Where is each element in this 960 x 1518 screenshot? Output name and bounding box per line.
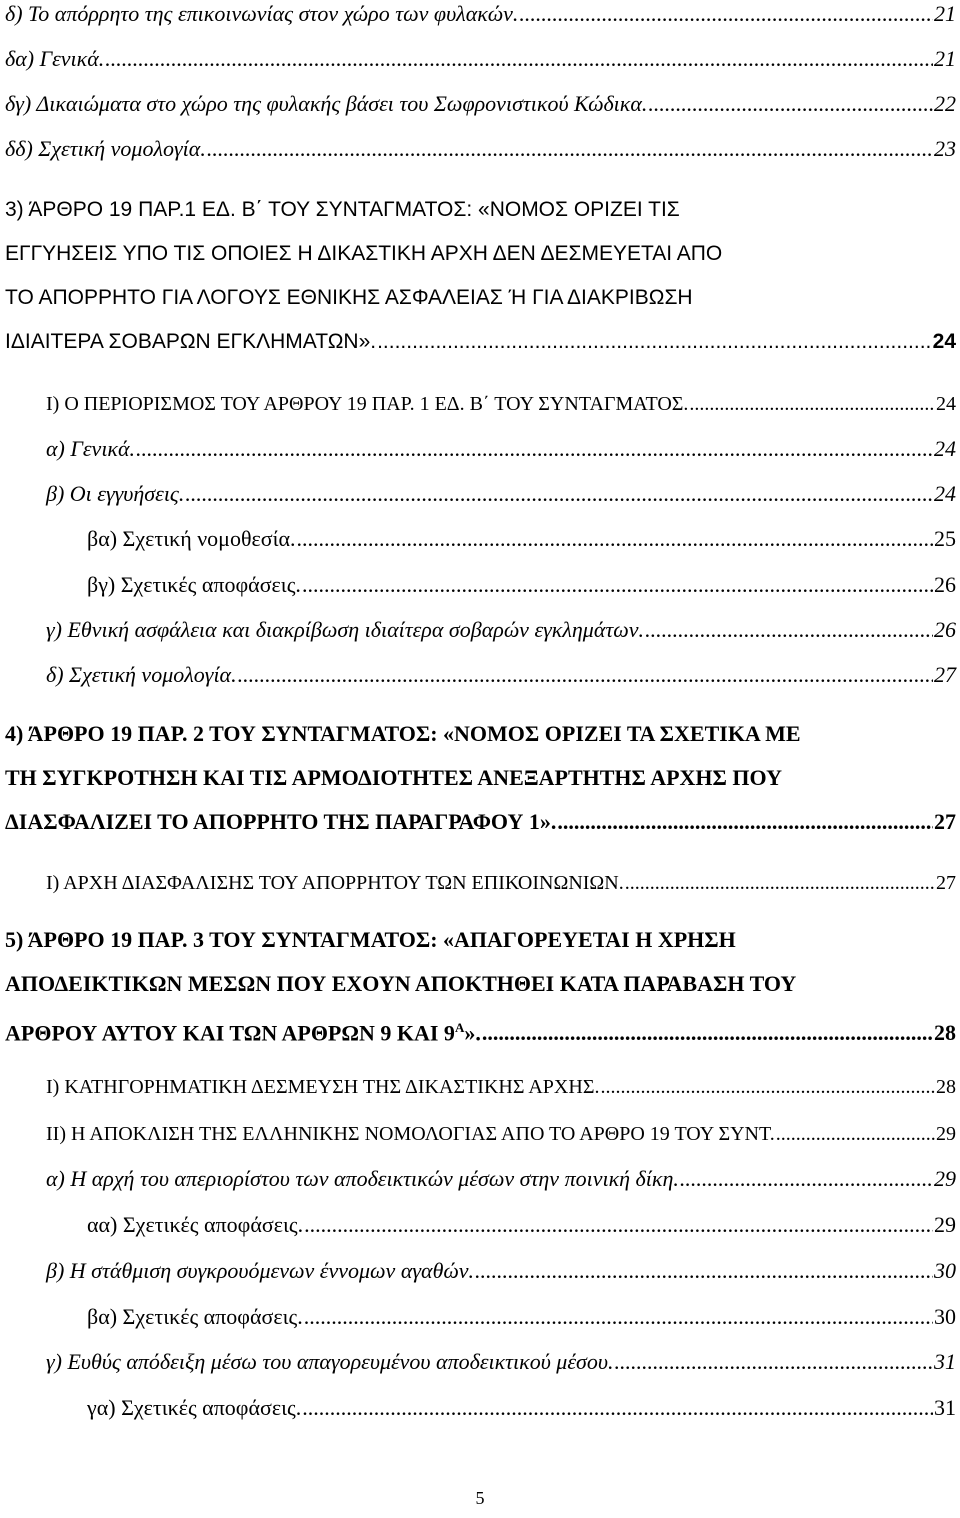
toc-entry-title-line: ΕΓΓΥΗΣΕΙΣ ΥΠΟ ΤΙΣ ΟΠΟΙΕΣ Η ΔΙΚΑΣΤΙΚΗ ΑΡΧΗ ΔΕΝ ΔΕΣΜΕΥΕΤΑΙ ΑΠΟ — [5, 242, 723, 265]
toc-entry-title-line: ΤΟ ΑΠΟΡΡΗΤΟ ΓΙΑ ΛΟΓΟΥΣ ΕΘΝΙΚΗΣ ΑΣΦΑΛΕΙΑΣ Ή ΓΙΑ ΔΙΑΚΡΙΒΩΣΗ — [5, 286, 693, 309]
toc-entry-title: Ι) ΚΑΤΗΓΟΡΗΜΑΤΙΚΗ ΔΕΣΜΕΥΣΗ ΤΗΣ ΔΙΚΑΣΤΙΚΗΣ ΑΡΧΗΣ. — [46, 1076, 600, 1098]
toc-entry-title: Ι) Ο ΠΕΡΙΟΡΙΣΜΟΣ ΤΟΥ ΑΡΘΡΟΥ 19 ΠΑΡ. 1 ΕΔ. Β΄ ΤΟΥ ΣΥΝΤΑΓΜΑΤΟΣ. — [46, 393, 689, 415]
toc-entry[interactable] — [46, 482, 956, 506]
dot-leader — [207, 137, 933, 161]
toc-entry-page: 30 — [934, 1258, 956, 1283]
toc-entry-title: αα) Σχετικές αποφάσεις. — [87, 1212, 304, 1237]
toc-entry-page: 21 — [934, 46, 956, 71]
toc-entry-title-line: 4) ΆΡΘΡΟ 19 ΠΑΡ. 2 ΤΟΥ ΣΥΝΤΑΓΜΑΤΟΣ: «ΝΟΜΟΣ ΟΡΙΖΕΙ ΤΑ ΣΧΕΤΙΚΑ ΜΕ — [5, 721, 801, 746]
toc-entry-title-line: 3) ΆΡΘΡΟ 19 ΠΑΡ.1 ΕΔ. Β΄ ΤΟΥ ΣΥΝΤΑΓΜΑΤΟΣ: «ΝΟΜΟΣ ΟΡΙΖΕΙ ΤΙΣ — [5, 198, 680, 221]
toc-entry-title: γ) Ευθύς απόδειξη μέσω του απαγορευμένου αποδεικτικού μέσου. — [46, 1349, 614, 1374]
dot-leader — [689, 392, 935, 416]
toc-entry-page: 24 — [932, 330, 956, 353]
toc-entry-title: α) Η αρχή του απεριορίστου των αποδεικτικών μέσων στην ποινική δίκη. — [46, 1166, 679, 1191]
dot-leader — [645, 618, 933, 642]
toc-entry-title: βα) Σχετική νομοθεσία. — [87, 526, 296, 551]
toc-entry[interactable] — [87, 527, 956, 551]
dot-leader — [105, 47, 933, 71]
dot-leader — [625, 871, 935, 895]
toc-entry-page: 27 — [934, 662, 956, 687]
toc-entry-title: Ι) ΑΡΧΗ ΔΙΑΣΦΑΛΙΣΗΣ ΤΟΥ ΑΠΟΡΡΗΤΟΥ ΤΩΝ ΕΠΙΚΟΙΝΩΝΙΩΝ. — [46, 872, 624, 894]
toc-entry-page: 25 — [934, 526, 956, 551]
toc-entry-section-4[interactable] — [5, 712, 956, 844]
toc-entry-page: 29 — [934, 1166, 956, 1191]
toc-entry-title: γα) Σχετικές αποφάσεις. — [87, 1395, 302, 1420]
toc-entry-title-line: ΔΙΑΣΦΑΛΙΖΕΙ ΤΟ ΑΠΟΡΡΗΤΟ ΤΗΣ ΠΑΡΑΓΡΑΦΟΥ 1». — [5, 809, 557, 834]
toc-entry[interactable] — [46, 1075, 956, 1099]
toc-entry-title-line: ΑΡΘΡΟΥ ΑΥΤΟΥ ΚΑΙ ΤΩΝ ΑΡΘΡΩΝ 9 ΚΑΙ $9^A$». — [5, 1020, 481, 1046]
dot-leader — [302, 573, 933, 597]
toc-entry-page: 31 — [934, 1349, 956, 1374]
toc-entry-title: δα) Γενικά. — [5, 46, 105, 71]
toc-entry-page: 31 — [934, 1395, 956, 1420]
toc-entry-title: β) Η στάθμιση συγκρουόμενων έννομων αγαθών. — [46, 1258, 475, 1283]
page-number: 5 — [475, 1488, 485, 1508]
toc-entry[interactable] — [5, 92, 956, 116]
dot-leader — [680, 1167, 933, 1191]
toc-entry-title: γ) Εθνική ασφάλεια και διακρίβωση ιδιαίτερα σοβαρών εγκλημάτων. — [46, 617, 645, 642]
dot-leader — [304, 1213, 933, 1237]
toc-entry[interactable] — [46, 392, 956, 416]
toc-entry-page: 22 — [934, 91, 956, 116]
toc-entry[interactable] — [87, 573, 956, 597]
dot-leader — [185, 482, 933, 506]
toc-entry-page: 29 — [936, 1123, 956, 1145]
dot-leader — [304, 1305, 933, 1329]
toc-entry-title-line: ΑΠΟΔΕΙΚΤΙΚΩΝ ΜΕΣΩΝ ΠΟΥ ΕΧΟΥΝ ΑΠΟΚΤΗΘΕΙ ΚΑΤΑ ΠΑΡΑΒΑΣΗ ΤΟΥ — [5, 971, 797, 996]
toc-entry-page: 24 — [934, 436, 956, 461]
toc-entry[interactable] — [46, 1350, 956, 1374]
dot-leader — [557, 800, 933, 844]
toc-entry[interactable] — [46, 871, 956, 895]
toc-entry-title: δγ) Δικαιώματα στο χώρο της φυλακής βάσει του Σωφρονιστικού Κώδικα. — [5, 91, 648, 116]
toc-entry[interactable] — [5, 2, 956, 26]
toc-entry-page: 24 — [934, 481, 956, 506]
toc-entry-page: 28 — [934, 1020, 956, 1046]
dot-leader — [519, 2, 933, 26]
dot-leader — [600, 1075, 935, 1099]
toc-entry-section-3[interactable] — [5, 188, 956, 364]
toc-entry-title: δ) Το απόρρητο της επικοινωνίας στον χώρο των φυλακών. — [5, 1, 519, 26]
toc-entry[interactable] — [46, 1122, 956, 1146]
toc-entry[interactable] — [46, 1259, 956, 1283]
toc-entry[interactable] — [5, 47, 956, 71]
dot-leader — [377, 320, 932, 364]
toc-entry-page: 24 — [936, 393, 956, 415]
dot-leader — [776, 1122, 935, 1146]
toc-entry[interactable] — [5, 137, 956, 161]
toc-entry[interactable] — [87, 1305, 956, 1329]
toc-entry-title: δ) Σχετική νομολογία. — [46, 662, 237, 687]
toc-entry-page: 27 — [934, 809, 956, 834]
toc-entry-title: β) Οι εγγυήσεις. — [46, 481, 185, 506]
toc-entry[interactable] — [46, 618, 956, 642]
toc-entry-title: ΙΙ) Η ΑΠΟΚΛΙΣΗ ΤΗΣ ΕΛΛΗΝΙΚΗΣ ΝΟΜΟΛΟΓΙΑΣ ΑΠΟ ΤΟ ΑΡΘΡΟ 19 ΤΟΥ ΣΥΝΤ. — [46, 1123, 775, 1145]
toc-entry-title-line: ΙΔΙΑΙΤΕΡΑ ΣΟΒΑΡΩΝ ΕΓΚΛΗΜΑΤΩΝ». — [5, 330, 377, 353]
toc-entry[interactable] — [46, 1167, 956, 1191]
toc-entry-title: βα) Σχετικές αποφάσεις. — [87, 1304, 303, 1329]
toc-entry[interactable] — [87, 1213, 956, 1237]
toc-entry-page: 26 — [934, 572, 956, 597]
toc-entry-title-line: ΤΗ ΣΥΓΚΡΟΤΗΣΗ ΚΑΙ ΤΙΣ ΑΡΜΟΔΙΟΤΗΤΕΣ ΑΝΕΞΑΡΤΗΤΗΣ ΑΡΧΗΣ ΠΟΥ — [5, 765, 782, 790]
dot-leader — [136, 437, 933, 461]
dot-leader — [648, 92, 933, 116]
dot-leader — [297, 527, 933, 551]
toc-entry-page: 27 — [936, 872, 956, 894]
dot-leader — [482, 1011, 933, 1055]
toc-entry-page: 21 — [934, 1, 956, 26]
toc-entry-title: δδ) Σχετική νομολογία. — [5, 136, 206, 161]
toc-entry-title: βγ) Σχετικές αποφάσεις. — [87, 572, 301, 597]
toc-entry-page: 30 — [934, 1304, 956, 1329]
toc-entry-page: 26 — [934, 617, 956, 642]
toc-entry-page: 29 — [934, 1212, 956, 1237]
toc-entry-title: α) Γενικά. — [46, 436, 136, 461]
toc-entry[interactable] — [87, 1396, 956, 1420]
toc-entry-page: 28 — [936, 1076, 956, 1098]
toc-entry[interactable] — [46, 437, 956, 461]
dot-leader — [614, 1350, 933, 1374]
toc-entry-page: 23 — [934, 136, 956, 161]
dot-leader — [302, 1396, 933, 1420]
toc-entry-title-line: 5) ΆΡΘΡΟ 19 ΠΑΡ. 3 ΤΟΥ ΣΥΝΤΑΓΜΑΤΟΣ: «ΑΠΑΓΟΡΕΥΕΤΑΙ Η ΧΡΗΣΗ — [5, 927, 736, 952]
toc-entry[interactable] — [46, 663, 956, 687]
dot-leader — [475, 1259, 933, 1283]
dot-leader — [238, 663, 933, 687]
toc-entry-section-5[interactable] — [5, 918, 956, 1055]
